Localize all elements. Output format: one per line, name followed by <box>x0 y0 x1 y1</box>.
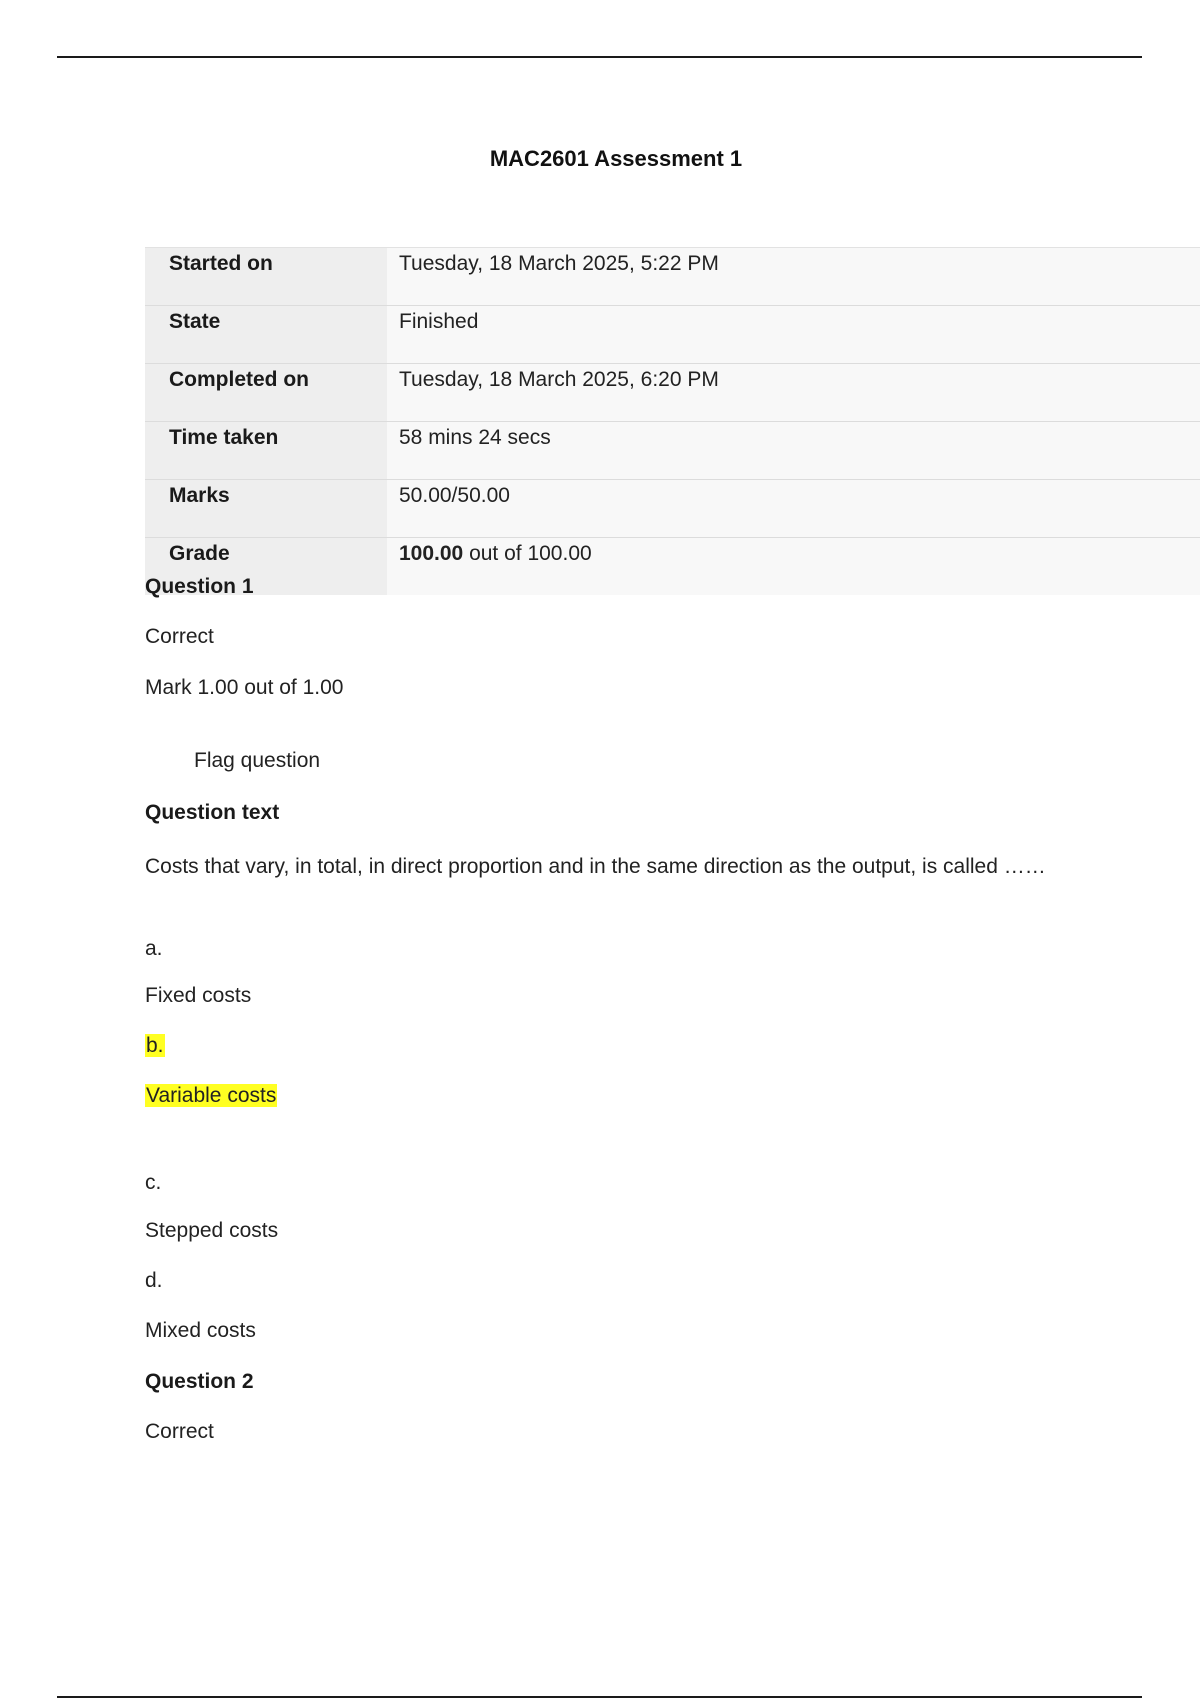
summary-row-grade <box>145 538 1200 596</box>
grade-total: out of 100.00 <box>463 542 592 565</box>
option-b-letter[interactable] <box>145 1034 165 1058</box>
option-b-letter-highlight: b. <box>146 1034 164 1057</box>
option-d-text[interactable]: Mixed costs <box>145 1319 256 1342</box>
question-2-heading: Question 2 <box>145 1370 254 1393</box>
bottom-rule <box>57 1696 1142 1698</box>
question-2-status: Correct <box>145 1420 214 1443</box>
option-c-letter[interactable]: c. <box>145 1171 162 1194</box>
summary-value: Finished <box>387 306 1200 364</box>
option-a-letter[interactable]: a. <box>145 937 163 960</box>
summary-row-time-taken <box>145 422 1200 480</box>
question-1-heading: Question 1 <box>145 575 254 598</box>
summary-value: Tuesday, 18 March 2025, 5:22 PM <box>387 248 1200 306</box>
summary-label: Grade <box>145 538 387 596</box>
option-a-text[interactable]: Fixed costs <box>145 984 252 1007</box>
summary-label: State <box>145 306 387 364</box>
option-b-text[interactable] <box>145 1084 277 1108</box>
summary-row-completed <box>145 364 1200 422</box>
summary-value: 50.00/50.00 <box>387 480 1200 538</box>
option-d-letter[interactable]: d. <box>145 1269 163 1292</box>
summary-row-started <box>145 248 1200 306</box>
question-1-mark: Mark 1.00 out of 1.00 <box>145 676 344 699</box>
top-rule <box>57 56 1142 58</box>
summary-label: Time taken <box>145 422 387 480</box>
summary-label: Completed on <box>145 364 387 422</box>
summary-row-marks <box>145 480 1200 538</box>
summary-label: Started on <box>145 248 387 306</box>
document-title: MAC2601 Assessment 1 <box>489 146 743 171</box>
question-text-heading: Question text <box>145 801 280 824</box>
option-b-text-highlight: Variable costs <box>146 1084 277 1107</box>
summary-value: 58 mins 24 secs <box>387 422 1200 480</box>
attempt-summary-table <box>145 247 1200 595</box>
grade-score: 100.00 <box>399 542 464 565</box>
summary-row-state <box>145 306 1200 364</box>
question-1-text: Costs that vary, in total, in direct proportion and in the same direction as the output, is called …… <box>145 855 1046 878</box>
question-1-status: Correct <box>145 625 214 648</box>
summary-value <box>387 538 1200 596</box>
option-c-text[interactable]: Stepped costs <box>145 1219 279 1242</box>
flag-question-link[interactable]: Flag question <box>194 749 321 772</box>
summary-label: Marks <box>145 480 387 538</box>
summary-value: Tuesday, 18 March 2025, 6:20 PM <box>387 364 1200 422</box>
